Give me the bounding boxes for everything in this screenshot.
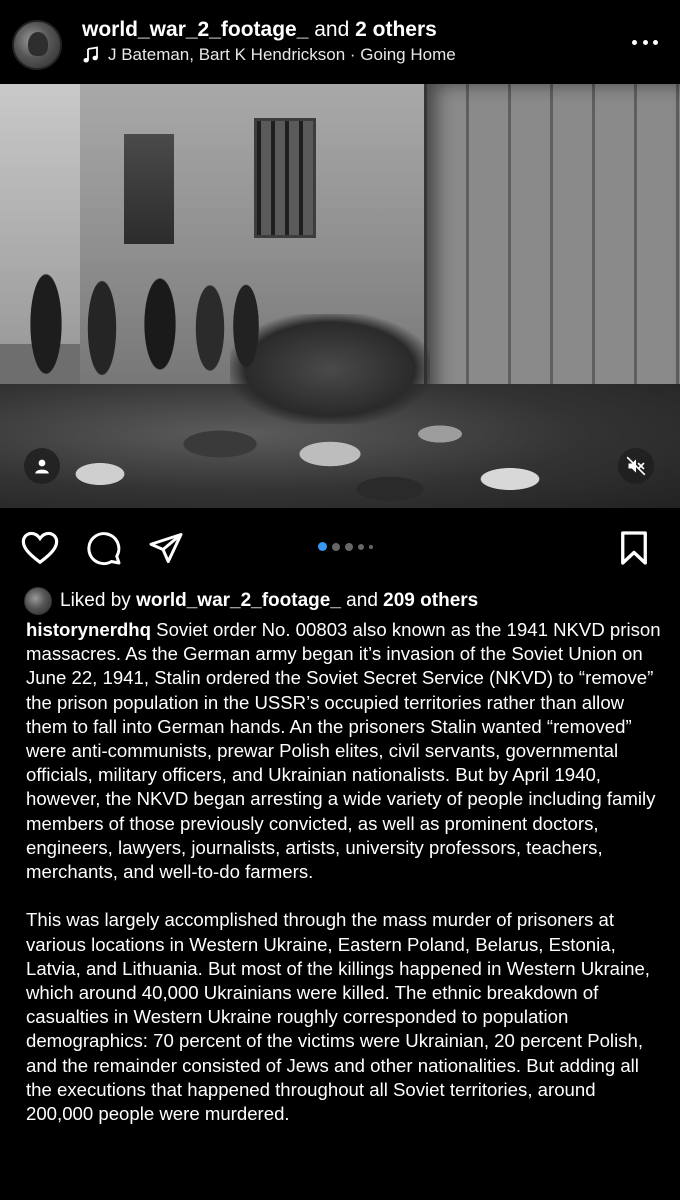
mute-button[interactable] — [618, 448, 654, 484]
save-button[interactable] — [614, 528, 654, 568]
user-tags-button[interactable] — [24, 448, 60, 484]
liker-username[interactable]: world_war_2_footage_ — [136, 590, 341, 611]
carousel-indicator — [318, 542, 373, 551]
carousel-dot — [345, 543, 353, 551]
heart-icon — [21, 530, 59, 566]
likes-prefix: Liked by — [60, 590, 131, 611]
speaker-muted-icon — [626, 456, 646, 476]
photo-people — [10, 224, 270, 394]
likes-summary[interactable] — [24, 586, 478, 616]
carousel-dot — [358, 544, 364, 550]
author-username[interactable]: world_war_2_footage_ — [82, 18, 309, 41]
likes-middle: and — [340, 590, 384, 611]
caption-paragraph-2: This was largely accomplished through the mass murder of prisoners at various locations in Western Ukraine, Eastern Poland, Belarus, Estonia, Latvia, and Lithuania. But most of the killings happened in Western Ukraine, which around 40,000 Ukrainians were killed. The ethnic breakdown of casualties in Western Ukraine roughly corresponded to population demographics: 70 percent of the victims were Ukrainian, 20 percent Polish, and the remainder consisted of Jews and other nationalities. But adding all the executions that happened throughout all Soviet territories, around 200,000 people were murdered. — [26, 909, 650, 1125]
post-header — [0, 0, 680, 84]
audio-label: J Bateman, Bart K Hendrickson · Going Home — [108, 45, 456, 64]
caption-paragraph-1 — [26, 618, 662, 884]
comment-button[interactable] — [84, 528, 124, 568]
share-icon — [148, 530, 184, 566]
user-tag-icon — [33, 457, 51, 475]
bookmark-icon — [618, 530, 650, 566]
like-button[interactable] — [20, 528, 60, 568]
carousel-dot — [332, 543, 340, 551]
photo-bodies — [40, 384, 620, 508]
caption-text-1: Soviet order No. 00803 also known as the 1941 NKVD prison massacres. As the German army began it’s invasion of the Soviet Union on June 22, 1941, Stalin ordered the Soviet Secret Service (NKVD) to “remove” the prison population in the USSR’s occupied territories rather than allow them to fall into German hands. An the prisoners Stalin wanted “removed” were anti-communists, prewar Polish elites, civil servants, governmental officials, military officers, and Ukrainian nationalists. But by April 1940, however, the NKVD began arresting a wide variety of people including family members of those previously convicted, as well as prominent doctors, engineers, lawyers, journalists, artists, university professors, teachers, merchants, and well-to-do farmers. — [26, 619, 661, 883]
comment-icon — [86, 530, 122, 566]
author-and-text: and — [308, 18, 356, 41]
collaborators-link[interactable]: 2 others — [355, 18, 437, 41]
post-action-bar — [0, 520, 680, 576]
post-caption — [26, 618, 662, 1126]
avatar[interactable] — [12, 20, 62, 70]
share-button[interactable] — [146, 528, 186, 568]
carousel-dot — [369, 545, 373, 549]
more-options-dot — [643, 40, 648, 45]
more-options-icon — [632, 40, 637, 45]
more-options-dot — [653, 40, 658, 45]
music-note-icon — [82, 46, 100, 64]
post-media-image[interactable] — [0, 84, 680, 508]
caption-username[interactable]: historynerdhq — [26, 619, 151, 640]
carousel-dot — [318, 542, 327, 551]
more-options-button[interactable] — [632, 32, 658, 52]
post-author[interactable] — [82, 18, 437, 42]
liker-avatar — [24, 587, 52, 615]
likes-count[interactable]: 209 others — [383, 590, 479, 611]
photo-barred-window — [254, 118, 316, 238]
audio-attribution[interactable] — [82, 45, 456, 65]
